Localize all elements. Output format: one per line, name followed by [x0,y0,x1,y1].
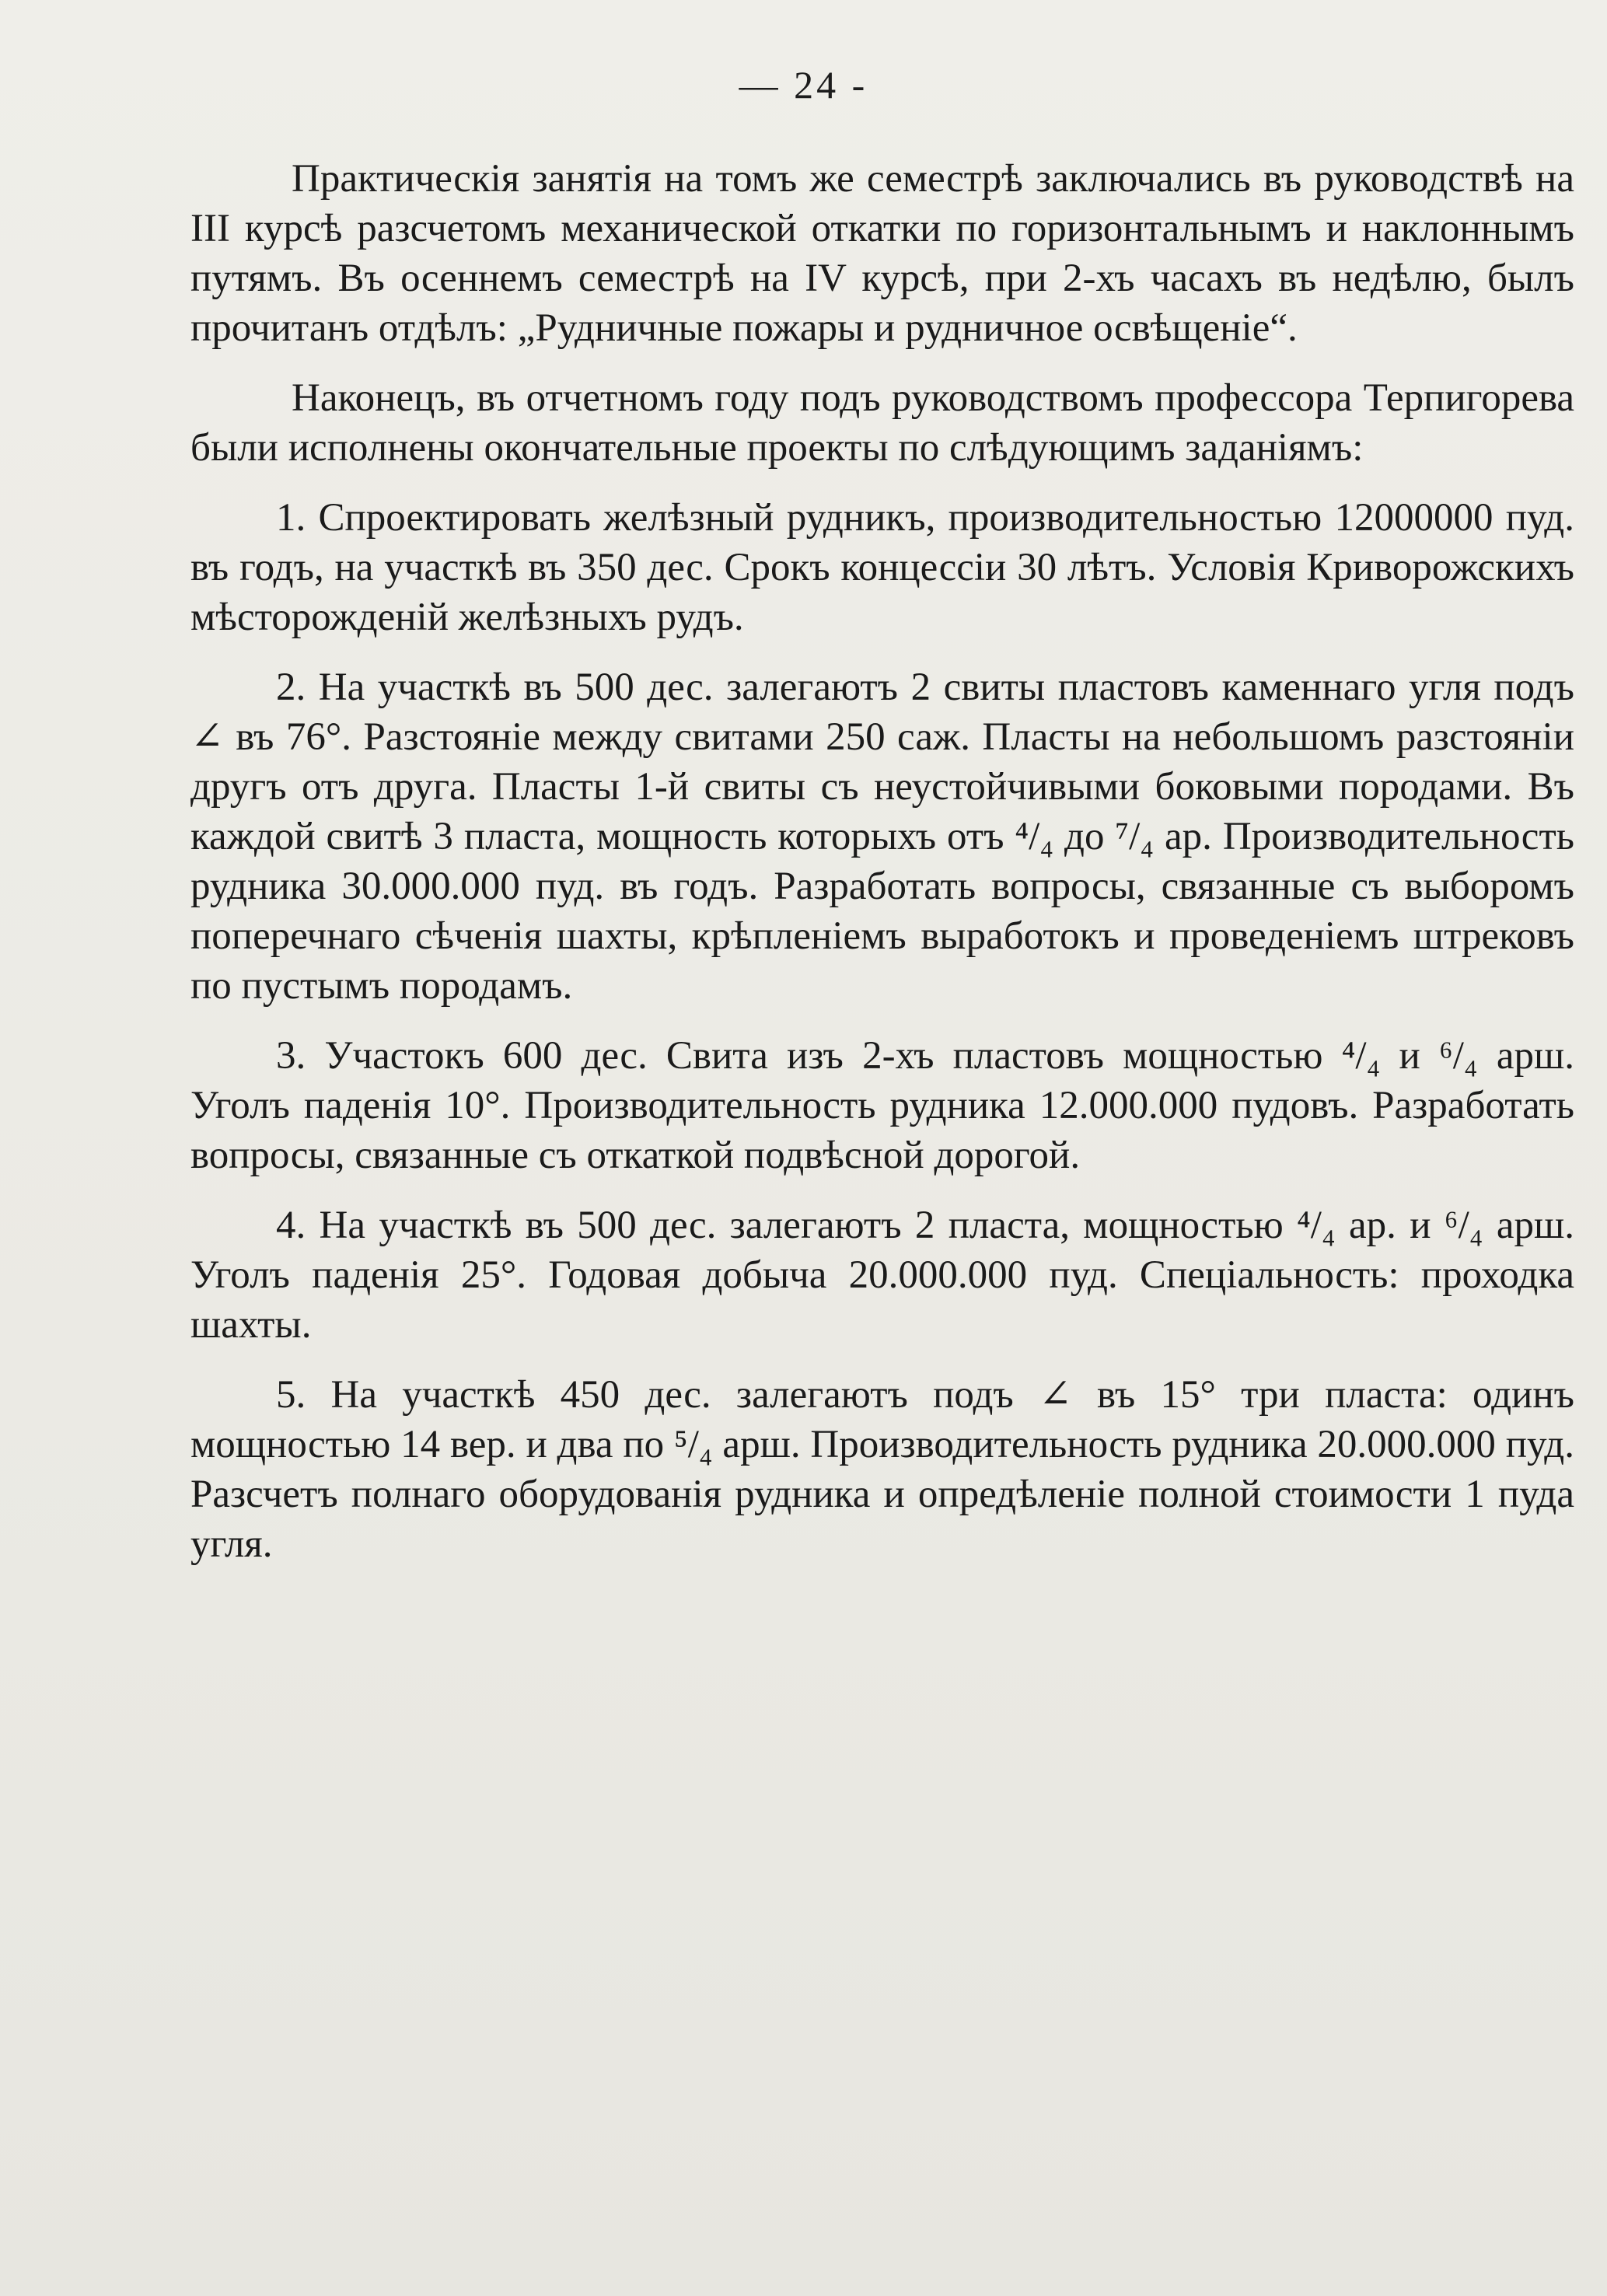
text-body [190,154,1574,1589]
page-number: — 24 - [739,63,868,107]
project-item-2: 2. На участкѣ въ 500 дес. залегаютъ 2 свиты пластовъ каменнаго угля подъ ∠ въ 76°. Разстояніе между свитами 250 саж. Пласты на небольшомъ разстояніи другъ отъ друга. Пласты 1-й свиты съ неустойчивыми боковыми породами. Въ каждой свитѣ 3 пласта, мощность которыхъ отъ ⁴/₄ до ⁷/₄ ар. Производительность рудника 30.000.000 пуд. въ годъ. Разработать вопросы, связанные съ выборомъ поперечнаго сѣченія шахты, крѣпленіемъ выработокъ и проведеніемъ штрековъ по пустымъ породамъ. [190,666,1574,1008]
project-item-1: 1. Спроектировать желѣзный рудникъ, производительностью 12000000 пуд. въ годъ, на участкѣ въ 350 дес. Срокъ концессіи 30 лѣтъ. Условія Криворожскихъ мѣсторожденій желѣзныхъ рудъ. [190,496,1574,639]
project-item-3: 3. Участокъ 600 дес. Свита изъ 2-хъ пластовъ мощностью ⁴/₄ и ⁶/₄ арш. Уголъ паденія 10°. Производительность рудника 12.000.000 пудовъ. Разработать вопросы, связанные съ откаткой подвѣсной дорогой. [190,1034,1574,1177]
paragraph-practical-work: Практическія занятія на томъ же семестрѣ заключались въ руководствѣ на III курсѣ разсчетомъ механической откатки по горизонтальнымъ и наклоннымъ путямъ. Въ осеннемъ семестрѣ на IV курсѣ, при 2-хъ часахъ въ недѣлю, былъ прочитанъ отдѣлъ: „Рудничные пожары и рудничное освѣщеніе“. [190,157,1574,350]
project-item-5: 5. На участкѣ 450 дес. залегаютъ подъ ∠ въ 15° три пласта: одинъ мощностью 14 вер. и два по ⁵/₄ арш. Производительность рудника 20.000.000 пуд. Разсчетъ полнаго оборудованія рудника и опредѣленіе полной стоимости 1 пуда угля. [190,1373,1574,1566]
paragraph-projects-intro: Наконецъ, въ отчетномъ году подъ руководствомъ профессора Терпигорева были исполнены окончательные проекты по слѣдующимъ заданіямъ: [190,376,1574,470]
project-item-4: 4. На участкѣ въ 500 дес. залегаютъ 2 пласта, мощностью ⁴/₄ ар. и ⁶/₄ арш. Уголъ паденія 25°. Годовая добыча 20.000.000 пуд. Спеціальность: проходка шахты. [190,1204,1574,1347]
